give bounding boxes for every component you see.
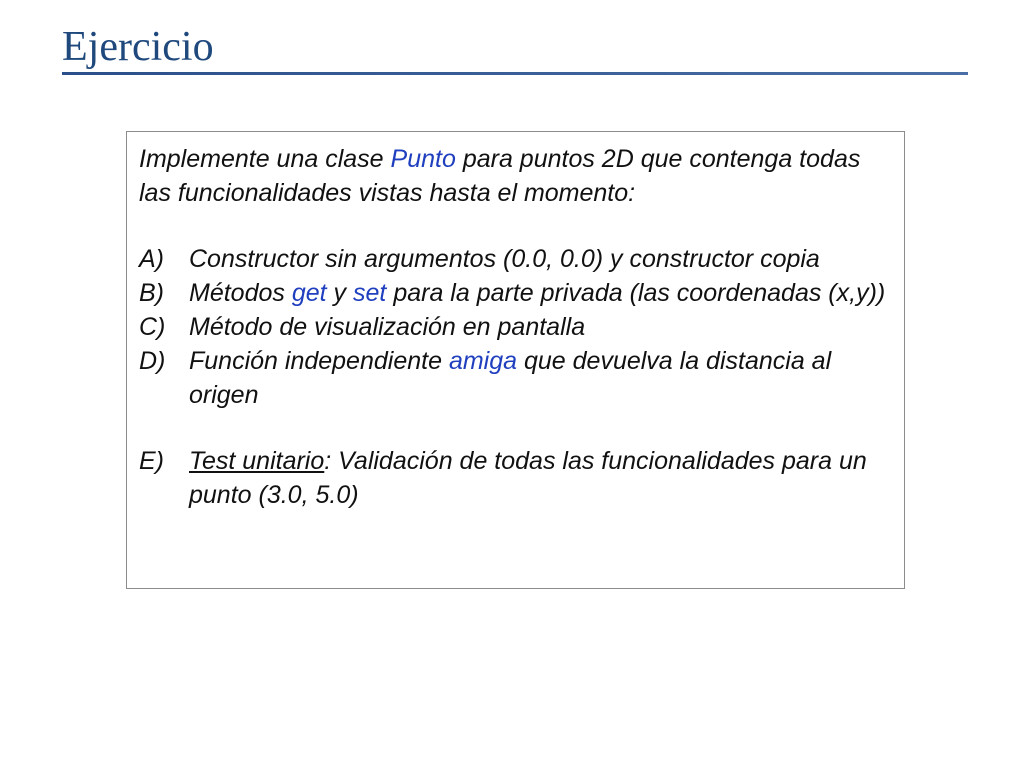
list-item-d	[139, 344, 894, 412]
item-b-text-1: Métodos	[189, 279, 292, 307]
keyword-punto: Punto	[390, 145, 456, 173]
item-letter: E)	[139, 447, 164, 475]
exercise-intro	[139, 142, 894, 210]
item-text: Método de visualización en pantalla	[189, 313, 586, 341]
list-item-a	[139, 242, 894, 276]
item-b-text-2: y	[326, 279, 354, 307]
item-letter: B)	[139, 279, 164, 307]
keyword-amiga: amiga	[448, 347, 518, 375]
item-text	[189, 276, 894, 310]
intro-text-2: para puntos 2D que contenga todas las funcionalidades vistas hasta el momento:	[139, 145, 861, 207]
item-b-text-3: para la parte privada (las coordenadas (x,y))	[386, 279, 886, 307]
item-text: Constructor sin argumentos (0.0, 0.0) y constructor copia	[189, 245, 820, 273]
underlined-test-unitario: Test unitario	[189, 447, 325, 475]
exercise-box	[126, 131, 905, 589]
title-underline	[62, 72, 968, 75]
slide-title: Ejercicio	[62, 24, 214, 70]
item-d-text-1: Función independiente	[189, 347, 449, 375]
list-item-b	[139, 276, 894, 310]
item-d-text-2: que devuelva la distancia al origen	[189, 347, 832, 409]
item-letter: A)	[139, 245, 164, 273]
keyword-set: set	[353, 279, 387, 307]
item-e-text-2: : Validación de todas las funcionalidades para un punto (3.0, 5.0)	[189, 447, 867, 509]
list-item-c	[139, 310, 894, 344]
exercise-text	[139, 142, 894, 512]
item-letter: C)	[139, 313, 166, 341]
item-letter: D)	[139, 347, 166, 375]
keyword-get: get	[291, 279, 327, 307]
item-text	[189, 444, 894, 512]
intro-text-1: Implemente una clase	[139, 145, 391, 173]
list-item-e	[139, 444, 894, 512]
item-text	[189, 344, 894, 412]
